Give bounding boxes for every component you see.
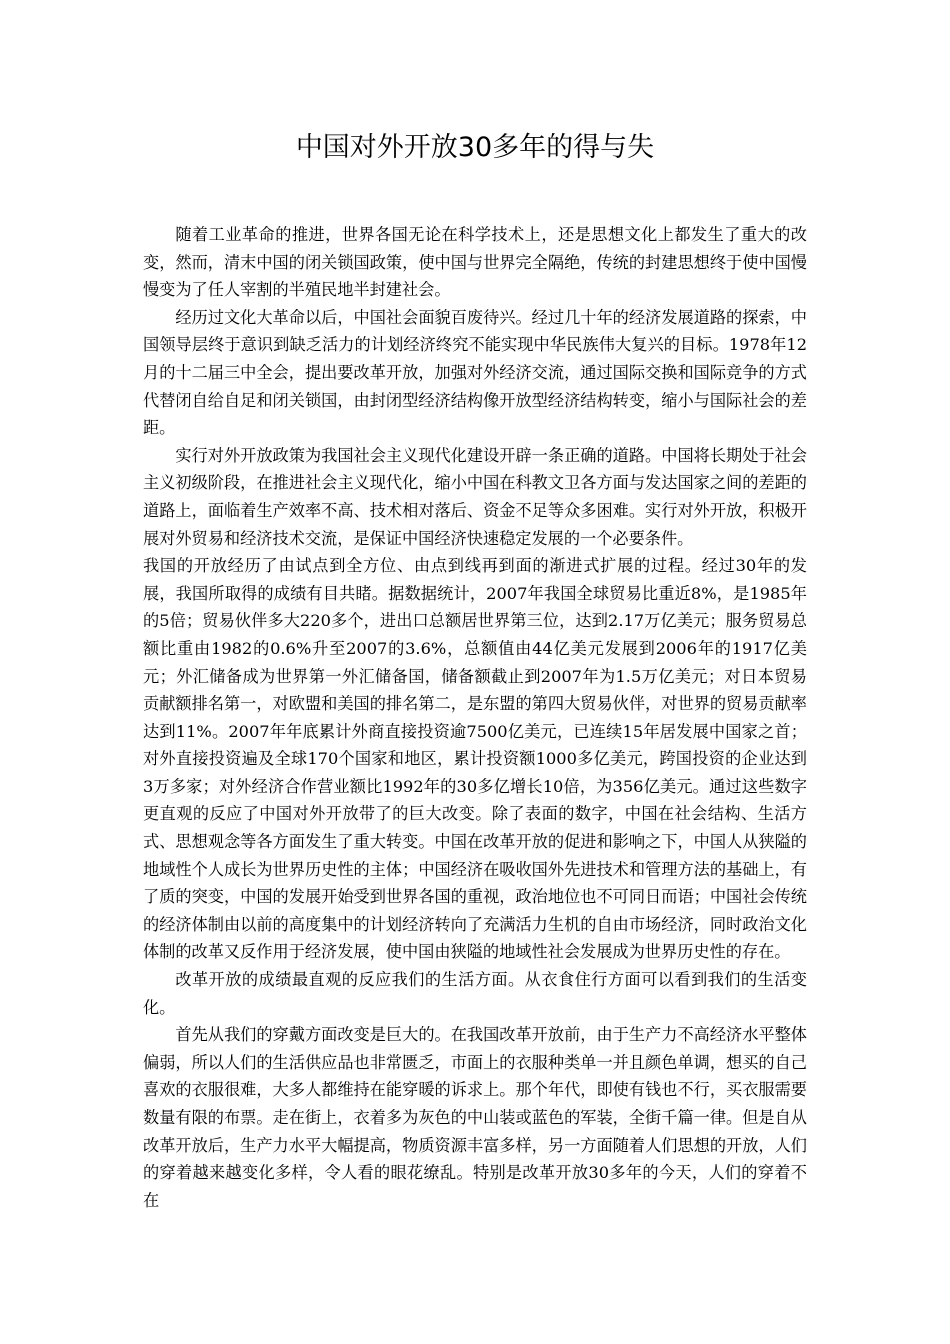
document-title: 中国对外开放30多年的得与失 <box>295 132 655 163</box>
paragraph-clothing: 首先从我们的穿戴方面改变是巨大的。在我国改革开放前，由于生产力不高经济水平整体偏弱，所以人们的生活供应品也非常匮乏，市面上的衣服种类单一并且颜色单调，想买的自己喜欢的衣服很难，大多人都维持在能穿暖的诉求上。那个年代，即使有钱也不行，买衣服需要数量有限的布票。走在街上，衣着多为灰色的中山装或蓝色的军装，全街千篇一律。但是自从改革开放后，生产力水平大幅提高，物质资源丰富多样，另一方面随着人们思想的开放，人们的穿着越来越变化多样，令人看的眼花缭乱。特别是改革开放30多年的今天，人们的穿着不在 <box>143 1025 807 1210</box>
paragraph-achievements: 我国的开放经历了由试点到全方位、由点到线再到面的渐进式扩展的过程。经过30年的发展，我国所取得的成绩有目共睹。据数据统计，2007年我国全球贸易比重近8%，是1985年的5倍；贸易伙伴多大220多个，进出口总额居世界第三位，达到2.17万亿美元；服务贸易总额比重由1982的0.6%升至2007的3.6%，总额值由44亿美元发展到2006年的1917亿美元；外汇储备成为世界第一外汇储备国，储备额截止到2007年为1.5万亿美元；对日本贸易贡献额排名第一，对欧盟和美国的排名第二，是东盟的第四大贸易伙伴，对世界的贸易贡献率达到11%。2007年年底累计外商直接投资逾7500亿美元，已连续15年居发展中国家之首；对外直接投资遍及全球170个国家和地区，累计投资额1000多亿美元，跨国投资的企业达到3万多家；对外经济合作营业额比1992年的30多亿增长10倍，为356亿美元。通过这些数字更直观的反应了中国对外开放带了的巨大改变。除了表面的数字，中国在社会结构、生活方式、思想观念等各方面发生了重大转变。中国在改革开放的促进和影响之下，中国人从狭隘的地域性个人成长为世界历史性的主体；中国经济在吸收国外先进技术和管理方法的基础上，有了质的突变，中国的发展开始受到世界各国的重视，政治地位也不可同日而语；中国社会传统的经济体制由以前的高度集中的计划经济转向了充满活力生机的自由市场经济，同时政治文化体制的改革又反作用于经济发展，使中国由狭隘的地域性社会发展成为世界历史性的存在。 <box>143 556 807 962</box>
document-body <box>143 221 807 1214</box>
paragraph-reform-background: 经历过文化大革命以后，中国社会面貌百废待兴。经过几十年的经济发展道路的探索，中国领导层终于意识到缺乏活力的计划经济终究不能实现中华民族伟大复兴的目标。1978年12月的十二届三中全会，提出要改革开放，加强对外经济交流，通过国际交换和国际竞争的方式代替闭自给自足和闭关锁国，由封闭型经济结构像开放型经济结构转变，缩小与国际社会的差距。 <box>143 307 807 438</box>
paragraph-daily-life: 改革开放的成绩最直观的反应我们的生活方面。从衣食住行方面可以看到我们的生活变化。 <box>143 970 807 1017</box>
paragraph-intro: 随着工业革命的推进，世界各国无论在科学技术上，还是思想文化上都发生了重大的改变，然而，清末中国的闭关锁国政策，使中国与世界完全隔绝，传统的封建思想终于使中国慢慢变为了任人宰割的半殖民地半封建社会。 <box>143 225 807 300</box>
paragraph-opening-policy: 实行对外开放政策为我国社会主义现代化建设开辟一条正确的道路。中国将长期处于社会主义初级阶段，在推进社会主义现代化，缩小中国在科教文卫各方面与发达国家之间的差距的道路上，面临着生产效率不高、技术相对落后、资金不足等众多困难。实行对外开放，积极开展对外贸易和经济技术交流，是保证中国经济快速稳定发展的一个必要条件。 <box>143 445 807 548</box>
